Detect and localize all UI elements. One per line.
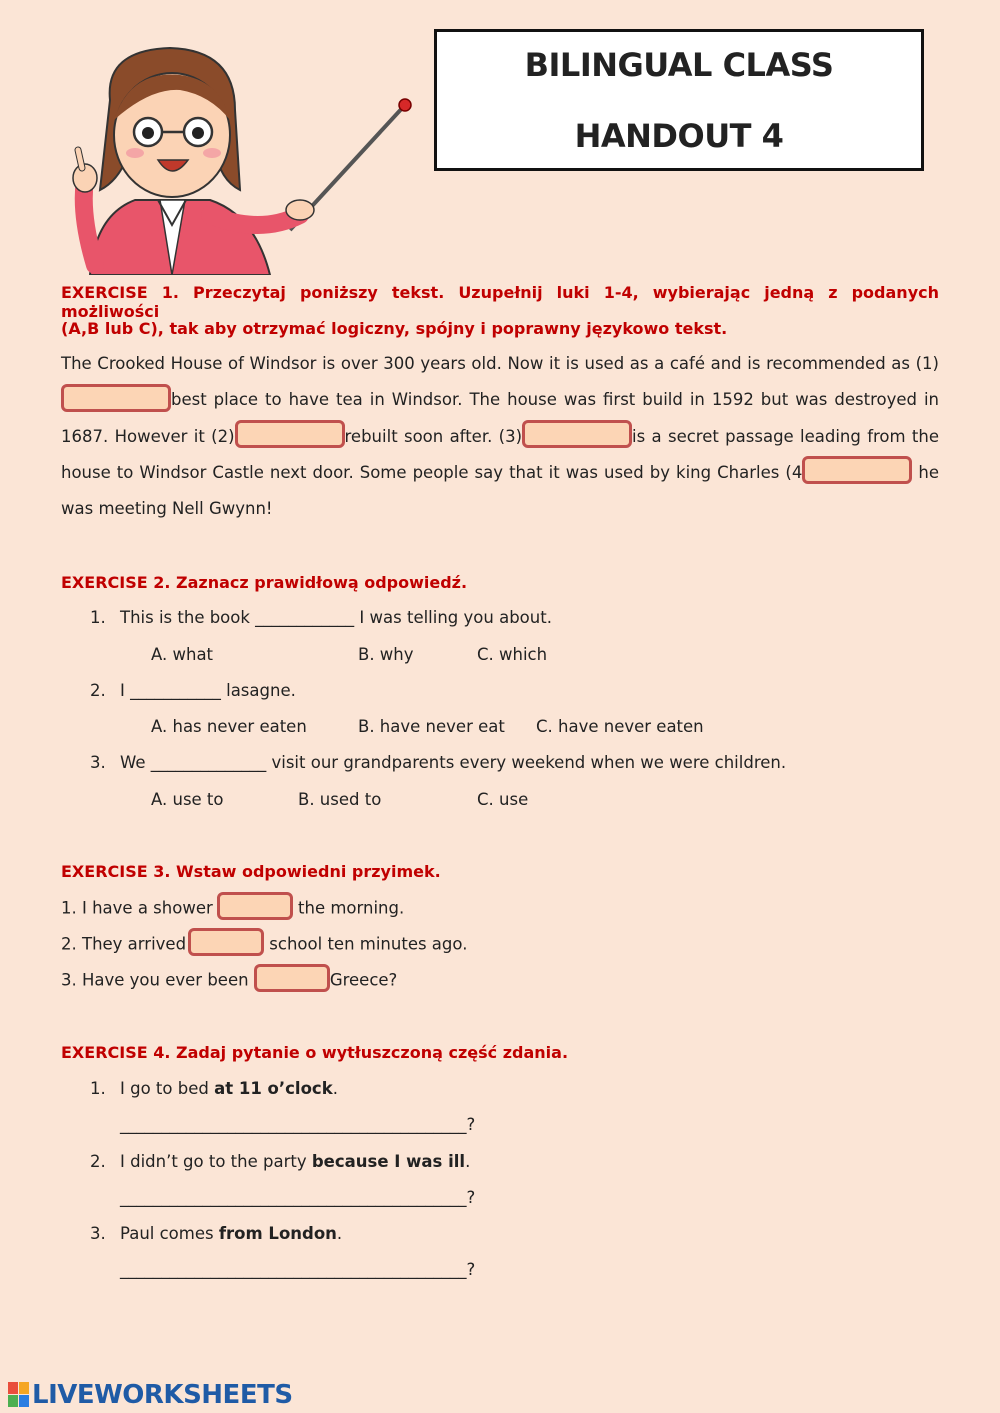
ex3-s1-start: 1. I have a shower: [61, 898, 213, 918]
ex4-answer-line-3[interactable]: __________________________________________?: [120, 1260, 476, 1279]
ex3-s2-end: school ten minutes ago.: [264, 934, 468, 954]
title-box: [434, 29, 924, 171]
gap-2-input[interactable]: [235, 420, 345, 448]
title-line-2: HANDOUT 4: [574, 117, 784, 155]
ex3-gap-1-input[interactable]: [217, 892, 293, 920]
ex2-q1-text: This is the book ____________ I was telling you about.: [120, 608, 552, 627]
title-line-1: BILINGUAL CLASS: [524, 46, 834, 84]
ex4-q1-end: .: [332, 1079, 338, 1098]
exercise1-text-part2: best place to have tea in Windsor. The house was first build in 1592 but was destroyed in 1687. However it (2): [61, 390, 939, 446]
ex3-s3-end: Greece?: [329, 970, 398, 990]
ex2-q3-text: We ______________ visit our grandparents every weekend when we were children.: [120, 753, 787, 772]
ex4-q1-bold: at 11 o’clock: [214, 1079, 333, 1098]
ex2-q3-number: 3.: [90, 753, 106, 772]
ex2-q2-number: 2.: [90, 681, 106, 700]
ex2-q1-option-c[interactable]: C. which: [477, 645, 548, 664]
ex2-q3-option-b[interactable]: B. used to: [298, 790, 382, 809]
ex3-sentence-2: [61, 934, 467, 956]
gap-1-input[interactable]: [61, 384, 171, 412]
ex4-q3-text: Paul comes: [120, 1224, 219, 1243]
exercise1-heading-line2: (A,B lub C), tak aby otrzymać logiczny, spójny i poprawny językowo tekst.: [61, 319, 728, 338]
exercise4-heading: EXERCISE 4. Zadaj pytanie o wytłuszczoną część zdania.: [61, 1043, 569, 1062]
ex2-question-2: [90, 681, 296, 700]
ex3-s2-start: 2. They arrived: [61, 934, 187, 954]
ex3-sentence-3: [61, 970, 397, 992]
ex2-q2-option-a[interactable]: A. has never eaten: [151, 717, 307, 736]
ex3-gap-2-input[interactable]: [188, 928, 264, 956]
exercise2-heading: EXERCISE 2. Zaznacz prawidłową odpowiedź.: [61, 573, 468, 592]
exercise1-text-part1: The Crooked House of Windsor is over 300 years old. Now it is used as a café and is recommended as (1): [61, 354, 939, 373]
ex2-q3-option-a[interactable]: A. use to: [151, 790, 224, 809]
ex2-q2-text: I ___________ lasagne.: [120, 681, 296, 700]
ex4-q1-number: 1.: [90, 1079, 106, 1098]
footer-brand-text: LIVEWORKSHEETS: [32, 1380, 293, 1410]
exercise1-text: [61, 346, 939, 527]
ex2-q2-option-b[interactable]: B. have never eat: [358, 717, 505, 736]
ex3-s3-start: 3. Have you ever been: [61, 970, 254, 990]
ex2-q3-option-c[interactable]: C. use: [477, 790, 529, 809]
ex3-s1-end: the morning.: [292, 898, 405, 918]
ex2-q1-number: 1.: [90, 608, 106, 627]
gap-4-input[interactable]: [802, 456, 912, 484]
ex4-q1-text: I go to bed: [120, 1079, 215, 1098]
exercise1-heading-line1: EXERCISE 1. Przeczytaj poniższy tekst. Uzupełnij luki 1-4, wybierając jedną z podanych możliwości: [61, 283, 939, 321]
ex4-sentence-1: [90, 1079, 338, 1098]
ex4-q3-bold: from London: [218, 1224, 337, 1243]
ex4-sentence-2: [90, 1152, 470, 1171]
ex4-answer-line-2[interactable]: __________________________________________?: [120, 1188, 476, 1207]
ex2-q1-option-b[interactable]: B. why: [358, 645, 414, 664]
ex4-q2-text: I didn’t go to the party: [120, 1152, 312, 1171]
teacher-illustration: [60, 40, 420, 275]
ex2-question-1: [90, 608, 552, 627]
ex2-q1-option-a[interactable]: A. what: [151, 645, 214, 664]
ex4-answer-line-1[interactable]: __________________________________________?: [120, 1115, 476, 1134]
ex4-sentence-3: [90, 1224, 342, 1243]
liveworksheets-logo-icon: [8, 1382, 30, 1408]
exercise1-text-part3: rebuilt soon after. (3): [344, 426, 523, 446]
ex2-q2-option-c[interactable]: C. have never eaten: [536, 717, 704, 736]
ex3-gap-3-input[interactable]: [254, 964, 330, 992]
ex2-question-3: [90, 753, 786, 772]
ex4-q2-bold: because I was ill: [311, 1152, 466, 1171]
exercise1-text-part5: he was meeting Nell Gwynn!: [61, 462, 940, 519]
exercise3-heading: EXERCISE 3. Wstaw odpowiedni przyimek.: [61, 862, 441, 881]
ex4-q2-end: .: [465, 1152, 471, 1171]
ex4-q3-end: .: [336, 1224, 343, 1243]
ex3-sentence-1: [61, 898, 404, 920]
ex4-q3-number: 3.: [90, 1224, 106, 1243]
ex4-q2-number: 2.: [90, 1152, 106, 1171]
exercise1-text-part4: is a secret passage leading from the house to Windsor Castle next door. Some people say that it was used by king Charles (4: [61, 426, 939, 482]
gap-3-input[interactable]: [522, 420, 632, 448]
